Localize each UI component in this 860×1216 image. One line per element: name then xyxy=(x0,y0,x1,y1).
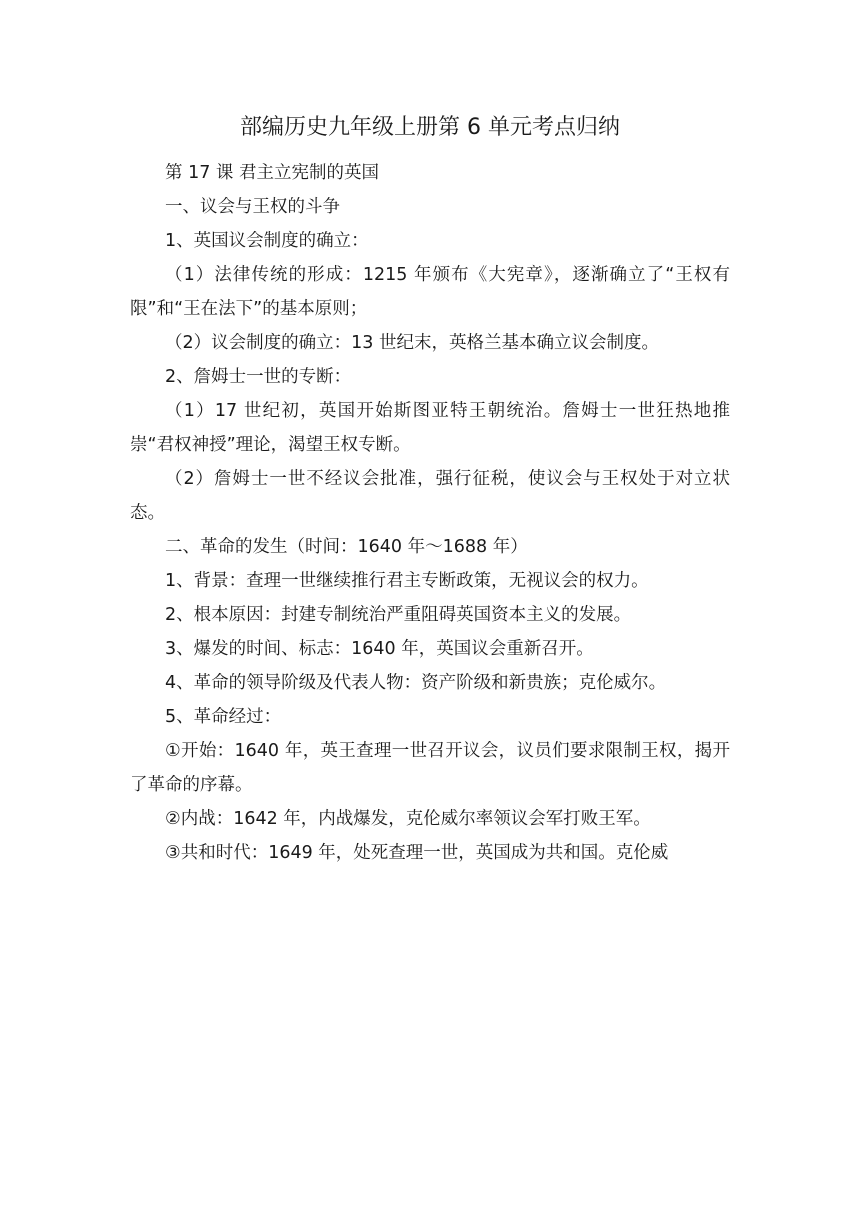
paragraph: 1、英国议会制度的确立： xyxy=(165,231,369,251)
paragraph: 2、詹姆士一世的专断： xyxy=(165,367,352,387)
section-heading: 一、议会与王权的斗争 xyxy=(165,197,340,217)
paragraph: （2）詹姆士一世不经议会批准，强行征税，使议会与王权处于对立状态。 xyxy=(130,469,730,523)
document-title: 部编历史九年级上册第 6 单元考点归纳 xyxy=(240,115,620,140)
paragraph: ①开始：1640 年，英王查理一世召开议会，议员们要求限制王权，揭开了革命的序幕。 xyxy=(130,741,730,795)
paragraph: 5、革命经过： xyxy=(165,707,282,727)
paragraph: （1）17 世纪初，英国开始斯图亚特王朝统治。詹姆士一世狂热地推崇“君权神授”理论，渴望王权专断。 xyxy=(130,401,730,455)
paragraph: 2、根本原因：封建专制统治严重阻碍英国资本主义的发展。 xyxy=(165,605,632,625)
paragraph: ②内战：1642 年，内战爆发，克伦威尔率领议会军打败王军。 xyxy=(165,809,651,829)
document-body xyxy=(130,156,730,870)
paragraph: ③共和时代：1649 年，处死查理一世，英国成为共和国。克伦威 xyxy=(165,843,669,863)
lesson-heading: 第 17 课 君主立宪制的英国 xyxy=(165,163,379,183)
paragraph: （1）法律传统的形成：1215 年颁布《大宪章》，逐渐确立了“王权有限”和“王在法下”的基本原则； xyxy=(130,265,730,319)
paragraph: 4、革命的领导阶级及代表人物：资产阶级和新贵族；克伦威尔。 xyxy=(165,673,667,693)
section-heading: 二、革命的发生（时间：1640 年～1688 年） xyxy=(165,537,528,557)
paragraph: （2）议会制度的确立：13 世纪末，英格兰基本确立议会制度。 xyxy=(165,333,659,353)
paragraph: 1、背景：查理一世继续推行君主专断政策，无视议会的权力。 xyxy=(165,571,649,591)
paragraph: 3、爆发的时间、标志：1640 年，英国议会重新召开。 xyxy=(165,639,594,659)
